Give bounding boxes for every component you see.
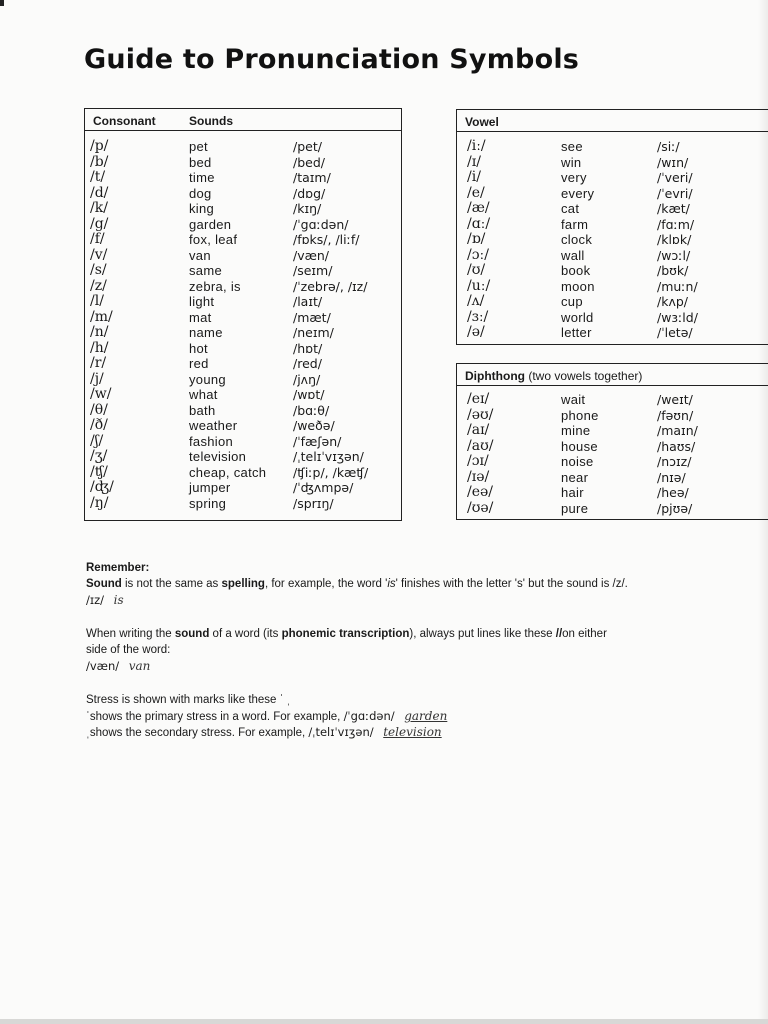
vowels-row xyxy=(457,217,768,233)
consonant-rows xyxy=(85,139,401,511)
consonants-transcription: /seɪm/ xyxy=(293,263,333,278)
diphthongs-row xyxy=(457,470,768,486)
note2-text-g: on either xyxy=(562,628,607,640)
vowels-word: wall xyxy=(561,247,585,263)
consonants-word: spring xyxy=(189,495,227,511)
remember-heading xyxy=(86,560,149,576)
consonants-row xyxy=(85,434,401,450)
vowels-symbol: /ɪ/ xyxy=(467,153,481,170)
vowels-symbol: /ɜː/ xyxy=(467,308,489,325)
diphthongs-transcription: /pjʊə/ xyxy=(657,500,693,516)
vowels-transcription: /bʊk/ xyxy=(657,263,689,278)
vowel-table xyxy=(456,109,768,345)
consonants-row xyxy=(85,465,401,481)
vowels-transcription: /wɪn/ xyxy=(657,154,689,170)
consonants-row xyxy=(85,356,401,372)
consonants-transcription: /dɒg/ xyxy=(293,185,326,201)
consonants-symbol: /s/ xyxy=(90,262,107,278)
vowels-transcription: /muːn/ xyxy=(657,278,698,294)
consonants-word: fox, leaf xyxy=(189,232,238,247)
vowels-word: world xyxy=(561,309,594,325)
vowels-transcription: /wɔːl/ xyxy=(657,247,691,263)
diphthongs-word: phone xyxy=(561,407,599,423)
vowels-symbol: /uː/ xyxy=(467,277,491,294)
consonant-table xyxy=(84,108,402,521)
consonants-symbol: /ʒ/ xyxy=(90,448,108,464)
vowel-table-header xyxy=(457,110,768,132)
diphthongs-row xyxy=(457,408,768,424)
vowels-row xyxy=(457,139,768,155)
consonants-transcription: /fɒks/, /liːf/ xyxy=(293,232,360,247)
diphthongs-row xyxy=(457,439,768,455)
consonants-word: television xyxy=(189,449,247,464)
note2-handwritten: van xyxy=(128,659,151,673)
diphthongs-transcription: /nɪə/ xyxy=(657,469,686,485)
diphthongs-row xyxy=(457,423,768,439)
note1-ipa: /ɪz/ xyxy=(86,593,105,607)
consonants-transcription: /kɪŋ/ xyxy=(293,201,322,216)
consonants-word: same xyxy=(189,263,222,278)
consonants-word: van xyxy=(189,247,211,263)
diphthongs-word: house xyxy=(561,438,598,454)
note2-line2: side of the word: xyxy=(86,644,171,656)
consonants-symbol: /b/ xyxy=(90,153,109,170)
consonants-word: cheap, catch xyxy=(189,464,267,480)
consonants-row xyxy=(85,170,401,186)
consonants-symbol: /k/ xyxy=(90,200,108,216)
note3-secondary-handwritten: television xyxy=(383,725,442,739)
vowels-word: cat xyxy=(561,201,580,216)
consonants-symbol: /n/ xyxy=(90,324,109,340)
vowels-word: very xyxy=(561,170,587,185)
consonant-table-header xyxy=(85,109,401,131)
consonants-symbol: /z/ xyxy=(90,277,107,294)
vowels-transcription: /kʌp/ xyxy=(657,294,688,309)
diphthongs-word: near xyxy=(561,469,589,485)
consonants-transcription: /wɒt/ xyxy=(293,387,325,402)
consonants-row xyxy=(85,217,401,233)
consonants-transcription: /neɪm/ xyxy=(293,325,334,340)
consonants-transcription: /jʌŋ/ xyxy=(293,371,321,387)
consonants-row xyxy=(85,186,401,202)
vowels-word: see xyxy=(561,139,583,154)
diphthong-header-light: (two vowels together) xyxy=(528,369,643,383)
consonants-transcription: /hɒt/ xyxy=(293,340,323,356)
consonants-symbol: /j/ xyxy=(90,370,104,387)
consonants-row xyxy=(85,387,401,403)
vowels-row xyxy=(457,310,768,326)
vowels-word: moon xyxy=(561,278,595,294)
consonants-symbol: /ʤ/ xyxy=(90,479,114,495)
vowels-symbol: /iː/ xyxy=(467,138,486,154)
vowels-word: clock xyxy=(561,232,593,247)
page-bottom-edge xyxy=(0,1019,768,1024)
consonants-transcription: /laɪt/ xyxy=(293,294,323,309)
consonants-transcription: /ˈzebrə/, /ɪz/ xyxy=(293,278,368,294)
consonants-row xyxy=(85,449,401,465)
vowels-symbol: /ʌ/ xyxy=(467,293,485,309)
note1-example xyxy=(86,592,124,609)
consonants-row xyxy=(85,155,401,171)
vowels-row xyxy=(457,263,768,279)
consonants-symbol: /ð/ xyxy=(90,417,108,433)
vowels-word: farm xyxy=(561,216,589,232)
consonants-word: jumper xyxy=(189,480,231,495)
diphthongs-symbol: /aɪ/ xyxy=(467,422,490,438)
note-stress: Stress is shown with marks like these ˈ ˌ xyxy=(86,694,291,706)
note1-handwritten: is xyxy=(113,593,124,607)
consonants-word: king xyxy=(189,201,215,216)
diphthongs-word: mine xyxy=(561,423,591,438)
remember-label: Remember: xyxy=(86,562,150,574)
note1-text-b: is not the same as xyxy=(121,578,222,590)
consonants-symbol: /θ/ xyxy=(90,401,108,418)
consonants-word: name xyxy=(189,325,223,340)
consonants-transcription: /bed/ xyxy=(293,154,325,170)
note1-spelling: spelling xyxy=(221,578,265,590)
diphthongs-symbol: /əʊ/ xyxy=(467,406,494,423)
consonants-transcription: /ʧiːp/, /kæʧ/ xyxy=(293,464,369,480)
diphthong-table-header xyxy=(457,364,768,386)
consonants-row xyxy=(85,201,401,217)
consonants-row xyxy=(85,480,401,496)
consonants-transcription: /bɑːθ/ xyxy=(293,402,330,418)
consonants-transcription: /ˈfæʃən/ xyxy=(293,433,342,449)
consonants-word: bath xyxy=(189,402,216,418)
diphthongs-row xyxy=(457,454,768,470)
vowels-row xyxy=(457,201,768,217)
consonants-row xyxy=(85,403,401,419)
consonants-row xyxy=(85,310,401,326)
diphthongs-transcription: /haʊs/ xyxy=(657,438,696,454)
vowels-symbol: /ɒ/ xyxy=(467,231,486,247)
diphthongs-row xyxy=(457,485,768,501)
consonants-word: hot xyxy=(189,340,208,356)
note2-ipa: /væn/ xyxy=(86,659,120,673)
consonants-word: mat xyxy=(189,309,212,325)
consonants-word: garden xyxy=(189,216,232,232)
note2-example xyxy=(86,658,150,675)
consonants-symbol: /ʧ/ xyxy=(90,463,108,480)
consonants-row xyxy=(85,232,401,248)
consonants-symbol: /p/ xyxy=(90,138,109,154)
vowels-row xyxy=(457,325,768,341)
consonants-symbol: /l/ xyxy=(90,293,104,309)
note1-text-f: ' finishes with the letter 's' but the sound is /z/. xyxy=(395,578,628,590)
consonants-row xyxy=(85,341,401,357)
vowels-symbol: /ɔː/ xyxy=(467,246,489,263)
consonants-word: weather xyxy=(189,418,238,433)
consonants-row xyxy=(85,248,401,264)
vowels-row xyxy=(457,155,768,171)
vowels-symbol: /ɑː/ xyxy=(467,215,491,232)
diphthongs-transcription: /maɪn/ xyxy=(657,423,698,438)
consonants-symbol: /r/ xyxy=(90,355,107,371)
consonants-symbol: /ŋ/ xyxy=(90,494,109,511)
consonant-column-header: Consonant xyxy=(93,114,156,128)
note3-primary-handwritten: garden xyxy=(404,709,448,723)
diphthongs-word: noise xyxy=(561,454,594,469)
vowels-transcription: /wɜːld/ xyxy=(657,309,698,325)
consonants-row xyxy=(85,279,401,295)
consonants-transcription: /ˈʤʌmpə/ xyxy=(293,480,354,495)
diphthongs-transcription: /fəʊn/ xyxy=(657,407,694,423)
vowels-row xyxy=(457,294,768,310)
vowels-transcription: /ˈveri/ xyxy=(657,170,693,185)
vowels-word: win xyxy=(561,154,582,170)
diphthong-rows xyxy=(457,392,768,516)
consonants-word: young xyxy=(189,371,226,387)
vowels-row xyxy=(457,232,768,248)
consonants-transcription: /taɪm/ xyxy=(293,170,331,185)
consonants-word: red xyxy=(189,356,209,371)
vowels-symbol: /æ/ xyxy=(467,200,490,216)
vowels-transcription: /ˈevri/ xyxy=(657,185,693,201)
vowels-row xyxy=(457,186,768,202)
consonants-word: zebra, is xyxy=(189,278,241,294)
vowels-row xyxy=(457,248,768,264)
diphthongs-symbol: /aʊ/ xyxy=(467,437,494,454)
consonants-symbol: /d/ xyxy=(90,184,109,201)
diphthongs-symbol: /ɔɪ/ xyxy=(467,453,489,469)
note3-primary xyxy=(86,708,447,725)
consonants-word: what xyxy=(189,387,218,402)
note1-sound: Sound xyxy=(86,578,122,590)
diphthongs-word: hair xyxy=(561,485,584,500)
vowels-transcription: /ˈletə/ xyxy=(657,325,693,340)
consonants-row xyxy=(85,418,401,434)
diphthong-header-text xyxy=(465,369,642,383)
consonants-symbol: /m/ xyxy=(90,308,113,325)
consonants-word: dog xyxy=(189,185,212,201)
consonants-row xyxy=(85,325,401,341)
note3-secondary-text: ˌshows the secondary stress. For example, xyxy=(86,727,309,739)
note2-text-a: When writing the xyxy=(86,628,175,640)
consonants-word: fashion xyxy=(189,433,234,449)
note3-secondary xyxy=(86,724,442,741)
vowels-word: book xyxy=(561,263,591,278)
diphthongs-row xyxy=(457,392,768,408)
vowels-row xyxy=(457,170,768,186)
diphthongs-transcription: /weɪt/ xyxy=(657,392,693,407)
vowels-row xyxy=(457,279,768,295)
consonants-transcription: /ˈgɑːdən/ xyxy=(293,216,349,232)
page-title: Guide to Pronunciation Symbols xyxy=(84,44,580,75)
vowel-rows xyxy=(457,139,768,341)
note1-is: is xyxy=(387,578,396,590)
consonants-row xyxy=(85,139,401,155)
vowels-symbol: /ʊ/ xyxy=(467,262,486,278)
consonants-symbol: /h/ xyxy=(90,339,109,356)
note2-text-e: ), always put lines like these xyxy=(409,628,556,640)
consonants-transcription: /pet/ xyxy=(293,139,322,154)
consonants-row xyxy=(85,496,401,512)
diphthongs-transcription: /heə/ xyxy=(657,485,689,500)
diphthong-table xyxy=(456,363,768,520)
consonants-symbol: /w/ xyxy=(90,386,112,402)
diphthongs-symbol: /eə/ xyxy=(467,484,494,500)
consonants-symbol: /t/ xyxy=(90,169,106,185)
note1-text-d: , for example, the word ' xyxy=(264,578,388,590)
consonants-row xyxy=(85,294,401,310)
consonants-row xyxy=(85,263,401,279)
diphthong-header-bold: Diphthong xyxy=(465,369,525,383)
consonants-transcription: /red/ xyxy=(293,356,322,371)
vowels-word: cup xyxy=(561,294,583,309)
consonants-transcription: /ˌtelɪˈvɪʒən/ xyxy=(293,449,364,464)
consonants-word: pet xyxy=(189,139,208,154)
vowels-symbol: /e/ xyxy=(467,184,485,201)
diphthongs-word: wait xyxy=(561,392,586,407)
note3-primary-text: ˈshows the primary stress in a word. For example, xyxy=(86,711,344,723)
note2-sound: sound xyxy=(174,628,210,640)
consonants-row xyxy=(85,372,401,388)
vowels-transcription: /fɑːm/ xyxy=(657,216,695,232)
note2-phonemic: phonemic transcription xyxy=(281,628,410,640)
vowels-transcription: /kæt/ xyxy=(657,201,690,216)
consonants-transcription: /sprɪŋ/ xyxy=(293,495,334,511)
diphthongs-transcription: /nɔɪz/ xyxy=(657,454,692,469)
vowels-symbol: /ə/ xyxy=(467,324,485,340)
consonants-word: bed xyxy=(189,154,212,170)
consonants-symbol: /ʃ/ xyxy=(90,432,104,449)
vowel-column-header: Vowel xyxy=(465,115,499,129)
consonants-transcription: /væn/ xyxy=(293,247,330,263)
consonants-transcription: /mæt/ xyxy=(293,309,331,325)
vowels-word: letter xyxy=(561,325,592,340)
diphthongs-row xyxy=(457,501,768,517)
consonants-word: light xyxy=(189,294,215,309)
note3-secondary-ipa: /ˌtelɪˈvɪʒən/ xyxy=(308,725,374,739)
note3-primary-ipa: /ˈgɑːdən/ xyxy=(343,709,395,723)
consonants-symbol: /v/ xyxy=(90,246,108,263)
vowels-transcription: /siː/ xyxy=(657,139,680,154)
note-phonemic xyxy=(86,626,607,642)
diphthongs-word: pure xyxy=(561,500,589,516)
consonants-symbol: /g/ xyxy=(90,215,109,232)
diphthongs-symbol: /eɪ/ xyxy=(467,391,490,407)
vowels-word: every xyxy=(561,185,595,201)
diphthongs-symbol: /ɪə/ xyxy=(467,468,490,485)
consonants-transcription: /weðə/ xyxy=(293,418,335,433)
note2-slashes: // xyxy=(555,628,563,640)
note-sound-spelling xyxy=(86,576,628,592)
note2-text-c: of a word (its xyxy=(209,628,282,640)
sounds-column-header: Sounds xyxy=(189,114,233,128)
scan-corner-mark xyxy=(0,0,4,6)
diphthongs-symbol: /ʊə/ xyxy=(467,499,494,516)
consonants-word: time xyxy=(189,170,215,185)
consonants-symbol: /f/ xyxy=(90,231,105,247)
vowels-transcription: /klɒk/ xyxy=(657,232,692,247)
vowels-symbol: /i/ xyxy=(467,169,481,185)
